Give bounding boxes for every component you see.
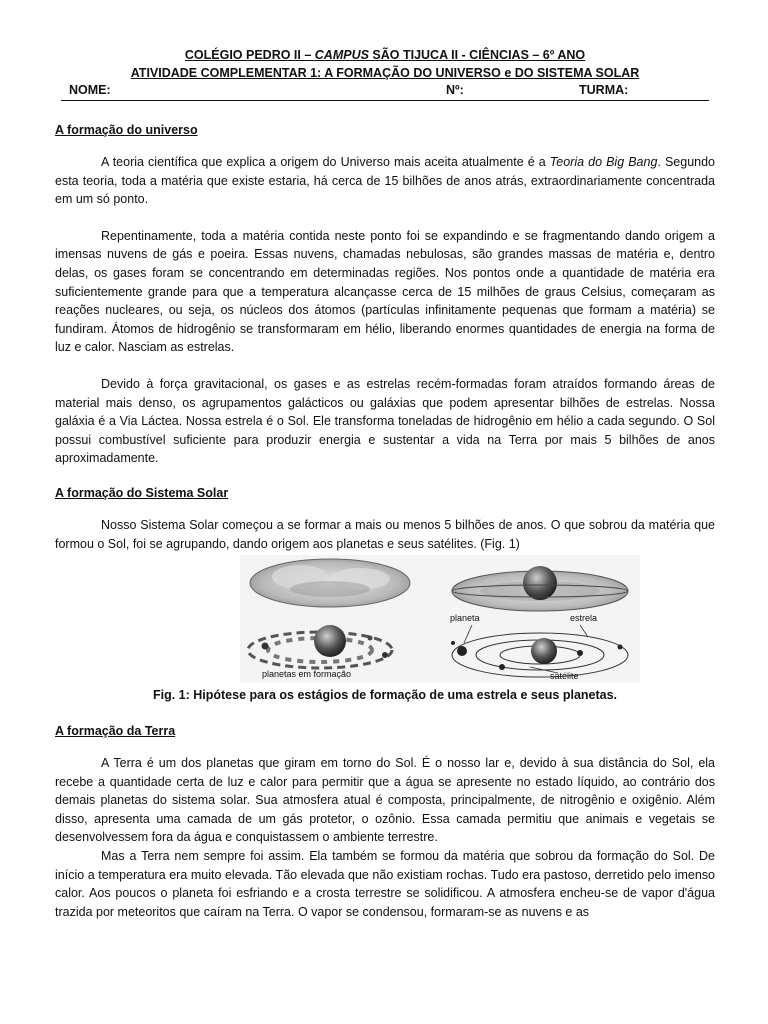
class-label: TURMA: [579,83,629,97]
campus-word: CAMPUS [314,48,369,62]
section-title-universo: A formação do universo [55,123,198,137]
paragraph-universo-2: Repentinamente, toda a matéria contida neste ponto foi se expandindo e se fragmentando dando origem a imensas nuvens de gás e poeira. Essas nuvens, chamadas nebulosas, são grandes massas de matéria e, dentro delas, os gases foram se concentrando em determinadas regiões. Nos pontos onde a quantidade de matéria era suficientemente grande para que a temperatura alcançasse cerca de 15 milhões de graus Celsius, começaram as reações nucleares, ou seja, os núcleos dos átomos (partículas infinitamente pequenas que formam a matéria) se fundiram. Átomos de hidrogênio se transformaram em hélio, liberando enormes quantidades de energia na forma de luz e calor. Nasciam as estrelas. [55,228,715,355]
name-label: NOME: [69,83,111,97]
big-bang-term: Teoria do Big Bang [549,155,658,169]
figure-label-planeta: planeta [450,613,480,624]
paragraph-universo-1: A teoria científica que explica a origem do Universo mais aceita atualmente é a Teoria do Big Bang. Segundo esta teoria, toda a matéria que existe estaria, há cerca de 15 bilhões de anos atrás, extraordinariamente concentrada em um só ponto. [55,155,716,207]
school-name-a: COLÉGIO PEDRO II – [184,48,315,62]
solar-system-formation-figure [240,555,640,683]
paragraph-universo-3: Devido à força gravitacional, os gases e as estrelas recém-formadas foram atraídos formando áreas de material mais denso, os agrupamentos galácticos ou galáxias que podem apresentar bilhões de estrelas. Nossa galáxia é a Via Láctea. Nossa estrela é o Sol. Ele transforma toneladas de hidrogênio em hélio a cada segundo. O Sol possui combustível suficiente para produzir energia e sustentar a vida na Terra por mais 5 bilhões de anos aproximadamente. [55,376,715,466]
figure-label-estrela: estrela [570,613,598,624]
section-title-sistema-solar: A formação do Sistema Solar [55,485,229,500]
section-title-terra: A formação da Terra [55,724,176,739]
solar-system-stage [451,625,628,677]
protostar-disk-stage [452,566,628,611]
figure-caption: Fig. 1: Hipótese para os estágios de formação de uma estrela e seus planetas. [152,688,618,703]
paragraph-terra-1: A Terra é um dos planetas que giram em torno do Sol. É o nosso lar e, devido à sua distância do Sol, ela recebe a quantidade certa de luz e calor para permitir que a água se apresente no estado líquido, ao contrário dos demais planetas do sistema solar. Sua atmosfera atual é composta, principalmente, de nitrogênio e oxigênio. Além disso, apresenta uma camada de um gás protetor, o ozônio. Essa camada permitiu que animais e vegetais se desenvolvessem fora da água e conquistassem o ambiente terrestre. [55,756,715,845]
nebula-cloud-stage [250,559,410,607]
planets-forming-stage [248,625,392,668]
school-name-b: SÃO TIJUCA II - CIÊNCIAS – 6º ANO [368,48,586,62]
figure-label-planetas-formacao: planetas em formação [262,669,352,680]
paragraph-terra-2: Mas a Terra nem sempre foi assim. Ela também se formou da matéria que sobrou da formação do Sol. De início a temperatura era muito elevada. Tão elevada que não existiam rochas. Tudo era pastoso, derretido pelo imenso calor. Aos poucos o planeta foi esfriando e a crosta terrestre se solidificou. A atmosfera encheu-se de vapor d'água trazida por meteoritos que caíram na Terra. O vapor se condensou, formaram-se as nuvens e as [55,849,715,919]
student-id-row [61,82,709,101]
number-label: Nº: [446,83,464,97]
paragraph-sistema-solar-1: Nosso Sistema Solar começou a se formar a mais ou menos 5 bilhões de anos. O que sobrou da matéria que formou o Sol, foi se agrupando, dando origem aos planetas e seus satélites. (Fig. 1) [55,517,715,551]
figure-label-satelite: satélite [550,671,579,682]
document-page [55,46,715,921]
activity-title: ATIVIDADE COMPLEMENTAR 1: A FORMAÇÃO DO UNIVERSO e DO SISTEMA SOLAR [130,66,640,80]
school-header [55,46,715,64]
